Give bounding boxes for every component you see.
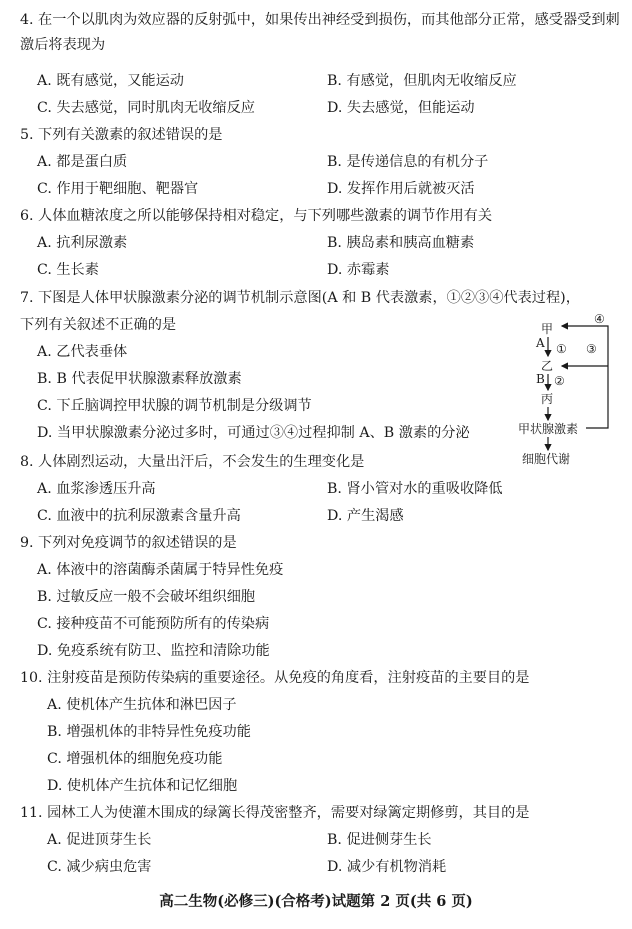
question-5-option-a: A. 都是蛋白质 <box>37 154 128 170</box>
question-4-option-c: C. 失去感觉，同时肌肉无收缩反应 <box>37 100 255 116</box>
diagram-label-process-2: ② <box>554 374 565 388</box>
question-9-option-a: A. 体液中的溶菌酶杀菌属于特异性免疫 <box>37 562 284 578</box>
diagram-label-hormone-b: B <box>536 372 545 386</box>
question-6-option-c: C. 生长素 <box>37 262 99 278</box>
question-5-option-c: C. 作用于靶细胞、靶器官 <box>37 181 199 197</box>
question-8-option-b: B. 肾小管对水的重吸收降低 <box>327 481 503 497</box>
question-7-option-c: C. 下丘脑调控甲状腺的调节机制是分级调节 <box>37 398 312 414</box>
question-10-option-a: A. 使机体产生抗体和淋巴因子 <box>47 697 237 713</box>
thyroid-regulation-diagram <box>510 312 628 472</box>
question-4-option-a: A. 既有感觉，又能运动 <box>37 73 184 89</box>
question-5-option-d: D. 发挥作用后就被灭活 <box>327 181 475 197</box>
question-10-option-b: B. 增强机体的非特异性免疫功能 <box>47 724 251 740</box>
question-4-option-d: D. 失去感觉，但能运动 <box>327 100 475 116</box>
diagram-arrows <box>510 312 628 472</box>
diagram-label-jia: 甲 <box>541 322 554 336</box>
page-footer: 高二生物(必修三)(合格考)试题第 2 页(共 6 页) <box>159 893 473 910</box>
question-7-stem-line2: 下列有关叙述不正确的是 <box>20 317 177 333</box>
diagram-label-process-4: ④ <box>594 312 605 326</box>
question-4-option-b: B. 有感觉，但肌肉无收缩反应 <box>327 73 517 89</box>
diagram-label-cell-metabolism: 细胞代谢 <box>522 452 571 466</box>
question-8-option-c: C. 血液中的抗利尿激素含量升高 <box>37 508 241 524</box>
question-6-option-a: A. 抗利尿激素 <box>37 235 128 251</box>
question-9-option-b: B. 过敏反应一般不会破坏组织细胞 <box>37 589 256 605</box>
question-8-option-d: D. 产生渴感 <box>327 508 404 524</box>
question-11-option-a: A. 促进顶芽生长 <box>47 832 152 848</box>
question-10-stem: 10. 注射疫苗是预防传染病的重要途径。从免疫的角度看，注射疫苗的主要目的是 <box>20 670 530 686</box>
question-6-option-b: B. 胰岛素和胰高血糖素 <box>327 235 475 251</box>
diagram-label-bing: 丙 <box>541 392 554 406</box>
question-7-option-b: B. B 代表促甲状腺激素释放激素 <box>37 371 242 387</box>
question-11-option-b: B. 促进侧芽生长 <box>327 832 432 848</box>
question-6-option-d: D. 赤霉素 <box>327 262 390 278</box>
question-10-option-c: C. 增强机体的细胞免疫功能 <box>47 751 223 767</box>
question-5-stem: 5. 下列有关激素的叙述错误的是 <box>20 127 223 143</box>
question-9-option-d: D. 免疫系统有防卫、监控和清除功能 <box>37 643 270 659</box>
question-9-option-c: C. 接种疫苗不可能预防所有的传染病 <box>37 616 270 632</box>
question-8-option-a: A. 血浆渗透压升高 <box>37 481 156 497</box>
question-11-option-c: C. 减少病虫危害 <box>47 859 152 875</box>
question-6-stem: 6. 人体血糖浓度之所以能够保持相对稳定，与下列哪些激素的调节作用有关 <box>20 208 493 224</box>
question-7-stem-line1: 7. 下图是人体甲状腺激素分泌的调节机制示意图(A 和 B 代表激素，①②③④代表过程)， <box>20 290 580 306</box>
diagram-label-hormone-a: A <box>536 336 545 350</box>
question-8-stem: 8. 人体剧烈运动，大量出汗后，不会发生的生理变化是 <box>20 454 365 470</box>
question-11-option-d: D. 减少有机物消耗 <box>327 859 447 875</box>
question-10-option-d: D. 使机体产生抗体和记忆细胞 <box>47 778 238 794</box>
question-5-option-b: B. 是传递信息的有机分子 <box>327 154 489 170</box>
question-7-option-d: D. 当甲状腺激素分泌过多时，可通过③④过程抑制 A、B 激素的分泌 <box>37 425 470 441</box>
diagram-label-yi: 乙 <box>541 359 554 373</box>
question-9-stem: 9. 下列对免疫调节的叙述错误的是 <box>20 535 237 551</box>
question-4-stem: 4. 在一个以肌肉为效应器的反射弧中，如果传出神经受到损伤，而其他部分正常，感受器受到刺激后将表现为 <box>20 12 620 53</box>
diagram-label-process-1: ① <box>556 342 567 356</box>
question-7-option-a: A. 乙代表垂体 <box>37 344 128 360</box>
diagram-label-process-3: ③ <box>586 342 597 356</box>
diagram-label-thyroid-hormone: 甲状腺激素 <box>518 422 579 436</box>
question-11-stem: 11. 园林工人为使灌木围成的绿篱长得茂密整齐，需要对绿篱定期修剪，其目的是 <box>20 805 530 821</box>
